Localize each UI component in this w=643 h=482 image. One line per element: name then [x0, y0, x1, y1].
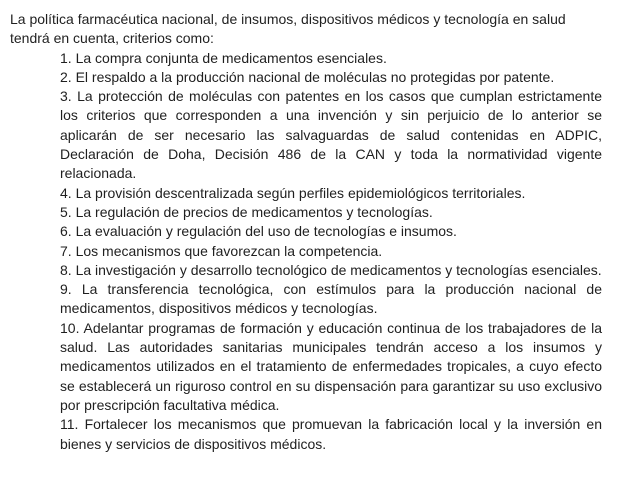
list-item-5: 5. La regulación de precios de medicamentos y tecnologías.	[60, 203, 433, 220]
list-item-10: 10. Adelantar programas de formación y educación continua de los trabajadores de la salud. Las autoridades sanitarias municipales tendrán acceso a los insumos y medicamentos utilizados en el tratamiento de enfermedades tropicales, a cuyo efecto se establecerá un riguroso control en su dispensación para garantizar su uso exclusivo por prescripción facultativa médica.	[60, 319, 602, 413]
list-item-8: 8. La investigación y desarrollo tecnológico de medicamentos y tecnologías esenciales.	[60, 261, 602, 278]
list-item-4: 4. La provisión descentralizada según perfiles epidemiológicos territoriales.	[60, 184, 526, 201]
list-item-7: 7. Los mecanismos que favorezcan la competencia.	[60, 242, 383, 259]
criteria-list	[10, 49, 602, 454]
list-item-3: 3. La protección de moléculas con patentes en los casos que cumplan estrictamente los criterios que corresponden a una invención y sin perjuicio de lo anterior se aplicarán de ser necesario las salvaguardas de salud contenidas en ADPIC, Declaración de Doha, Decisión 486 de la CAN y toda la normatividad vigente relacionada.	[60, 88, 602, 182]
list-item-11: 11. Fortalecer los mecanismos que promuevan la fabricación local y la inversión en bienes y servicios de dispositivos médicos.	[60, 416, 602, 452]
intro-paragraph: La política farmacéutica nacional, de insumos, dispositivos médicos y tecnología en salud tendrá en cuenta, criterios como:	[10, 11, 566, 47]
list-item-6: 6. La evaluación y regulación del uso de tecnologías e insumos.	[60, 223, 457, 240]
document-body	[10, 10, 602, 454]
list-item-1: 1. La compra conjunta de medicamentos esenciales.	[60, 49, 387, 66]
list-item-2: 2. El respaldo a la producción nacional de moléculas no protegidas por patente.	[60, 68, 555, 85]
list-item-9: 9. La transferencia tecnológica, con estímulos para la producción nacional de medicamentos, dispositivos médicos y tecnologías.	[60, 281, 602, 317]
